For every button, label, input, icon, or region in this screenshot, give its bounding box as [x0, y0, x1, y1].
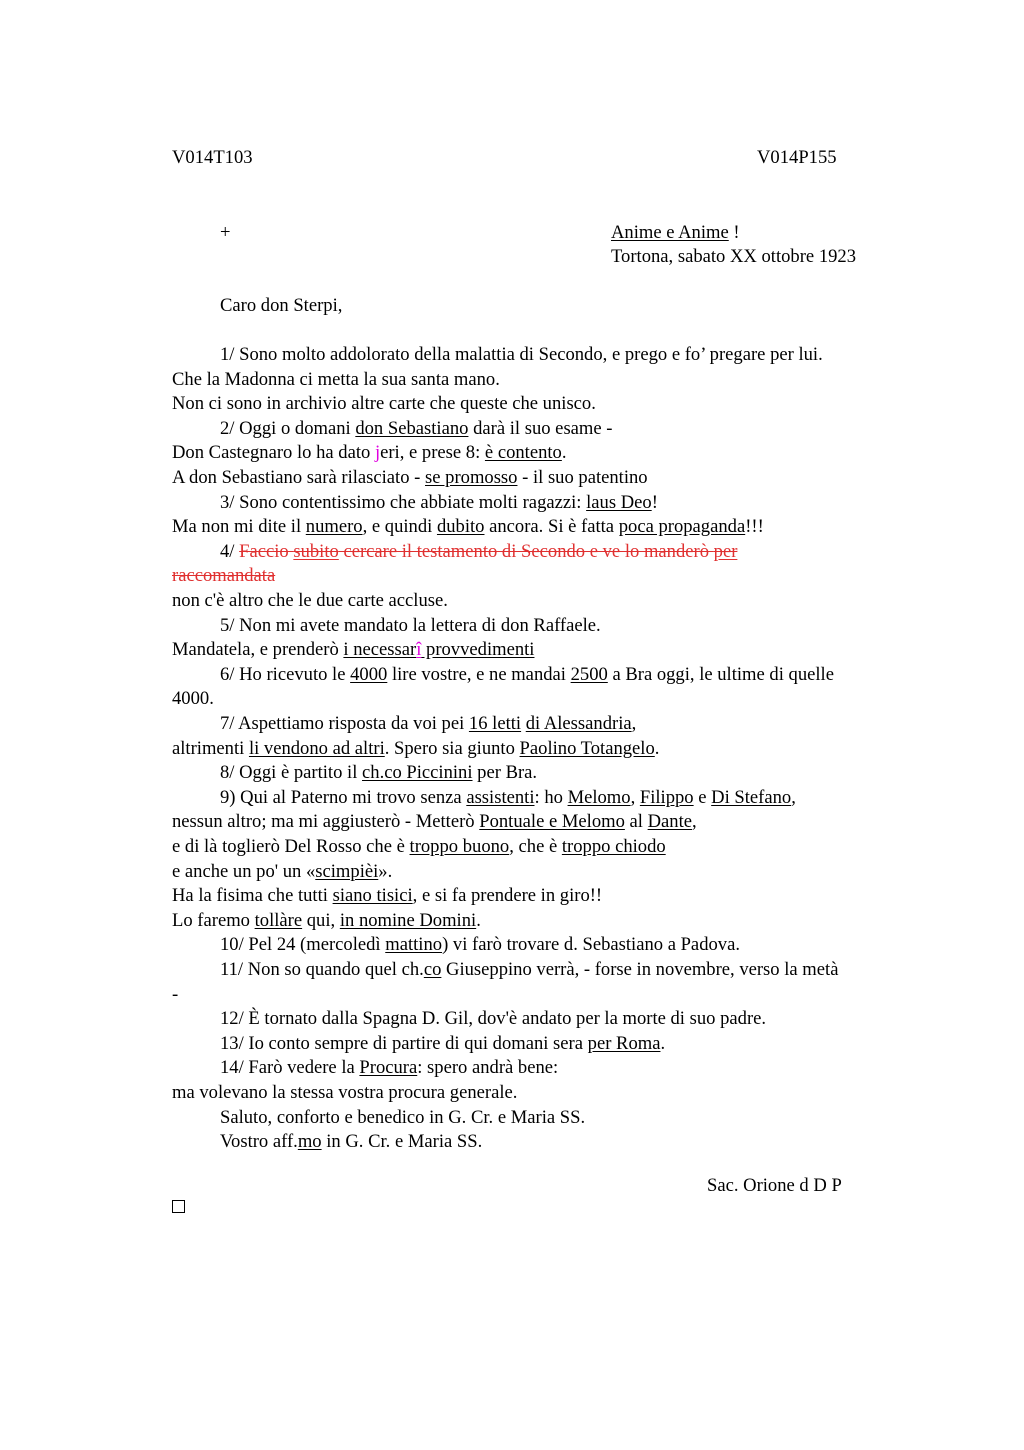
text-run: nessun altro; ma mi aggiusterò - Metterò: [172, 811, 480, 833]
letter-line: [220, 715, 636, 734]
text-run: 8/ Oggi è partito il: [220, 762, 363, 784]
text-run: 12/ È tornato dalla Spagna D. Gil, dov'è andato per la morte di suo padre.: [220, 1008, 767, 1030]
letter-line: [220, 614, 601, 636]
underlined-text: troppo chiodo: [561, 836, 666, 857]
text-run: j: [374, 442, 381, 464]
text-run: in G. Cr. e Maria SS.: [321, 1131, 483, 1153]
motto: [611, 224, 740, 243]
text-run: 2/ Oggi o domani: [220, 417, 356, 439]
underlined-text: Melomo: [567, 786, 631, 808]
letter-line: [172, 592, 448, 611]
letter-line: [172, 983, 179, 1005]
letter-line: [220, 1106, 586, 1128]
text-run: !: [651, 491, 658, 513]
underlined-text: Filippo: [639, 786, 694, 808]
text-run: non c'è altro che le due carte accluse.: [172, 590, 448, 611]
text-run: : ho: [534, 786, 568, 808]
text-run: a Bra oggi, le ultime di quelle: [607, 663, 834, 685]
text-run: 4/: [220, 540, 240, 562]
underlined-text: î: [416, 639, 422, 661]
text-run: 5/ Non mi avete mandato la lettera di don Raffaele.: [220, 614, 601, 636]
letter-line: [220, 936, 740, 955]
text-run: A don Sebastiano sarà rilasciato -: [172, 467, 426, 488]
text-run: - il suo patentino: [517, 467, 648, 488]
text-run: 3/ Sono contentissimo che abbiate molti ragazzi:: [220, 491, 587, 513]
text-run: Don Castegnaro lo ha dato: [172, 442, 375, 464]
underlined-text: siano tisici: [332, 885, 413, 907]
underlined-text: se promosso: [425, 467, 518, 488]
underlined-text: scimpièi: [315, 860, 379, 882]
letter-line: [220, 786, 796, 808]
text-run: , e si fa prendere in giro!!: [412, 885, 603, 907]
letter-line: [220, 961, 838, 980]
text-run: , e quindi: [362, 516, 437, 538]
deleted-text: per: [713, 540, 738, 562]
text-run: Ha la fisima che tutti: [172, 885, 333, 907]
text-run: ) vi farò trovare d. Sebastiano a Padova.: [442, 934, 740, 956]
motto-rest: !: [728, 222, 740, 243]
letter-line: [220, 1059, 558, 1078]
letter-line: [220, 764, 537, 783]
motto-underlined: Anime e Anime: [611, 222, 729, 243]
letter-line: [172, 690, 214, 709]
text-run: eri, e prese 8:: [380, 442, 485, 464]
right-code: V014P155: [757, 147, 837, 168]
text-run: ».: [378, 860, 393, 882]
underlined-text: dubito: [436, 516, 485, 538]
text-run: e di là toglierò Del Rosso che è: [172, 836, 410, 857]
text-run: al: [624, 811, 648, 833]
text-run: Vostro aff.: [220, 1131, 298, 1153]
letter-line: [172, 838, 666, 857]
text-run: ,: [692, 811, 697, 833]
underlined-text: tollàre: [254, 909, 303, 931]
text-run: 10/ Pel 24 (mercoledì: [220, 934, 386, 956]
underlined-text: per Roma: [587, 1032, 661, 1054]
text-run: . Spero sia giunto: [384, 737, 520, 759]
text-run: Non ci sono in archivio altre carte che queste che unisco.: [172, 393, 596, 415]
text-run: !!!: [745, 516, 764, 538]
text-run: 13/ Io conto sempre di partire di qui domani sera: [220, 1032, 588, 1054]
underlined-text: numero: [305, 516, 363, 538]
underlined-text: troppo buono: [409, 836, 510, 857]
underlined-text: di Alessandria: [525, 713, 632, 734]
letter-line: [172, 641, 534, 660]
letter-line: [172, 518, 764, 537]
letter-line: [172, 737, 660, 759]
text-run: .: [654, 737, 660, 759]
letter-line: [220, 417, 613, 439]
text-run: Mandatela, e prenderò: [172, 639, 344, 661]
text-run: .: [660, 1032, 666, 1054]
signature: Sac. Orione d D P: [707, 1175, 842, 1196]
letter-line: [220, 1133, 482, 1152]
text-run: 14/ Farò vedere la: [220, 1057, 360, 1079]
underlined-text: co: [423, 959, 442, 980]
text-run: e anche un po' un «: [172, 860, 316, 882]
underlined-text: ch.co Piccinini: [362, 762, 473, 784]
underlined-text: 4000: [350, 663, 388, 685]
letter-line: [172, 567, 275, 586]
underlined-text: in nomine Domini: [339, 909, 477, 931]
text-run: darà il suo esame -: [468, 417, 613, 439]
text-run: 1/ Sono molto addolorato della malattia di Secondo, e prego e fo’ pregare per lui.: [220, 344, 823, 365]
text-run: ,: [631, 713, 637, 734]
underlined-text: 2500: [570, 663, 608, 685]
letter-line: [172, 444, 567, 463]
text-run: e: [693, 786, 712, 808]
text-run: qui,: [302, 909, 340, 931]
underlined-text: Pontuale e Melomo: [479, 811, 625, 833]
text-run: ,: [791, 786, 796, 808]
underlined-text: Procura: [359, 1057, 418, 1079]
deleted-text: subito: [293, 540, 339, 562]
text-run: .: [476, 909, 481, 931]
underlined-text: 16 letti: [468, 713, 522, 734]
text-run: Saluto, conforto e benedico in G. Cr. e Maria SS.: [220, 1106, 586, 1128]
letter-line: [220, 491, 658, 513]
text-run: Giuseppino verrà, - forse in novembre, verso la metà: [441, 959, 839, 980]
text-run: ancora. Si è fatta: [484, 516, 619, 538]
underlined-text: Dante: [647, 811, 693, 833]
text-run: 9) Qui al Paterno mi trovo senza: [220, 786, 467, 808]
salutation: Caro don Sterpi,: [220, 295, 343, 316]
text-run: .: [561, 442, 567, 464]
letter-line: [172, 1084, 517, 1103]
left-code: V014T103: [172, 147, 253, 168]
text-run: 7/ Aspettiamo risposta da voi pei: [220, 713, 469, 734]
letter-line: [172, 813, 697, 832]
text-run: Che la Madonna ci metta la sua santa mano.: [172, 368, 500, 390]
underlined-text: li vendono ad altri: [248, 737, 385, 759]
letter-line: [220, 540, 738, 562]
text-run: 11/ Non so quando quel ch.: [220, 959, 424, 980]
underlined-text: mattino: [385, 934, 443, 956]
cross-mark: +: [220, 222, 231, 243]
checkbox-square-icon: [172, 1200, 185, 1213]
underlined-text: mo: [297, 1131, 322, 1153]
underlined-text: i necessar: [343, 639, 417, 661]
underlined-text: provvedimenti: [421, 639, 535, 661]
text-run: ma volevano la stessa vostra procura generale.: [172, 1082, 518, 1103]
letter-line: [172, 909, 481, 931]
underlined-text: laus Deo: [586, 491, 652, 513]
text-run: per Bra.: [472, 762, 538, 784]
text-run: ,: [630, 786, 640, 808]
letter-line: [172, 469, 648, 488]
date-line: Tortona, sabato XX ottobre 1923: [611, 246, 857, 267]
deleted-text: cercare il testamento di Secondo e ve lo manderò: [338, 540, 714, 562]
underlined-text: Di Stefano: [711, 786, 792, 808]
letter-line: [172, 395, 596, 414]
letter-line: [172, 860, 393, 882]
deleted-text: Faccio: [239, 540, 294, 562]
letter-line: [220, 346, 823, 365]
letter-line: [220, 1010, 766, 1029]
text-run: : spero andrà bene:: [417, 1057, 559, 1079]
letter-line: [172, 887, 602, 906]
underlined-text: assistenti: [466, 786, 535, 808]
letter-line: [220, 1032, 666, 1054]
underlined-text: è contento: [484, 442, 562, 464]
text-run: 6/ Ho ricevuto le: [220, 663, 351, 685]
text-run: -: [172, 983, 179, 1005]
letter-line: [172, 368, 500, 390]
text-run: lire vostre, e ne mandai: [387, 663, 571, 685]
underlined-text: Paolino Totangelo: [519, 737, 655, 759]
text-run: Lo faremo: [172, 909, 255, 931]
text-run: , che è: [509, 836, 562, 857]
text-run: altrimenti: [172, 737, 249, 759]
text-run: 4000.: [172, 688, 214, 710]
underlined-text: poca propaganda: [618, 516, 746, 538]
deleted-text: raccomandata: [172, 565, 276, 587]
text-run: Ma non mi dite il: [172, 516, 306, 538]
letter-line: [220, 663, 834, 685]
underlined-text: don Sebastiano: [355, 417, 469, 439]
